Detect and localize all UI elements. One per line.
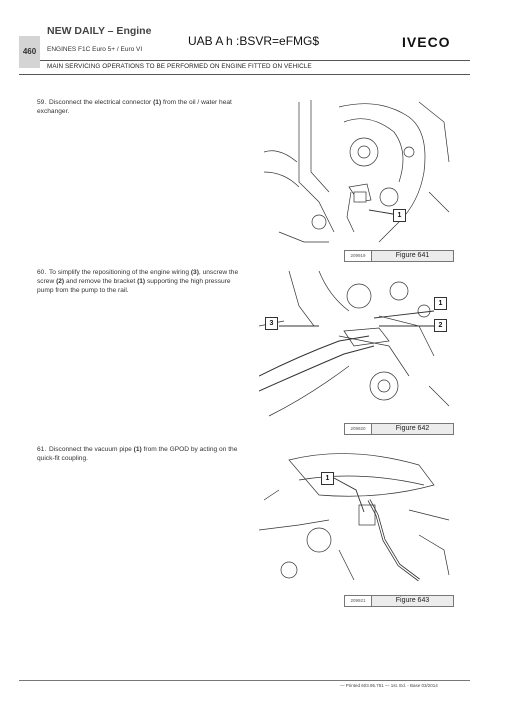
step-text: To simplify the repositioning of the engine wiring	[49, 269, 191, 276]
step-text: and remove the bracket	[64, 278, 138, 285]
footer-text: — Printed 603.95.751 — 1st. Ed. - Base 03/2014	[340, 683, 438, 688]
document-title: NEW DAILY – Engine	[47, 25, 152, 37]
step-ref: (1)	[133, 446, 142, 453]
step-ref: (2)	[56, 278, 65, 285]
callout-1: 1	[393, 209, 406, 222]
figure-642-illustration	[259, 266, 452, 422]
callout-1: 1	[434, 297, 447, 310]
step-61	[37, 445, 247, 463]
figure-label: Figure 643	[395, 597, 430, 604]
section-divider	[19, 74, 470, 75]
figure-caption-642	[344, 423, 454, 435]
step-ref: (1)	[153, 99, 162, 106]
figure-643-illustration	[259, 440, 452, 590]
figure-caption-643	[344, 595, 454, 607]
figure-label: Figure 642	[395, 425, 430, 432]
header-divider	[40, 60, 470, 61]
step-text: Disconnect the vacuum pipe	[49, 446, 134, 453]
step-text: , unscrew the screw	[37, 269, 239, 285]
step-text: from the oil / water heat exchanger.	[37, 99, 232, 115]
figure-code: 209921	[345, 596, 372, 606]
callout-1: 1	[321, 472, 334, 485]
step-text: from the GPOD by acting on the quick-fit coupling.	[37, 446, 238, 462]
step-text: supporting the high pressure pump from the pump to the rail.	[37, 278, 231, 294]
step-number: 60.	[37, 269, 47, 276]
figure-caption-641	[344, 250, 454, 262]
brand-logo: IVECO	[402, 34, 451, 50]
step-number: 61.	[37, 446, 47, 453]
footer-divider	[19, 680, 470, 681]
step-text: Disconnect the electrical connector	[49, 99, 154, 106]
step-number: 59.	[37, 99, 47, 106]
figure-code: 209919	[345, 251, 372, 261]
step-ref: (3)	[190, 269, 199, 276]
callout-2: 2	[434, 319, 447, 332]
figure-code: 209920	[345, 424, 372, 434]
step-60	[37, 268, 247, 295]
step-ref: (1)	[137, 278, 146, 285]
step-59	[37, 98, 247, 116]
document-stamp: UAB A h :BSVR=eFMG$	[188, 34, 320, 48]
section-heading: MAIN SERVICING OPERATIONS TO BE PERFORMED ON ENGINE FITTED ON VEHICLE	[47, 63, 312, 70]
figure-label: Figure 641	[395, 252, 430, 259]
figure-641-illustration	[259, 92, 452, 250]
page-number: 460	[22, 47, 37, 56]
callout-3: 3	[265, 317, 278, 330]
document-subtitle: ENGINES F1C Euro 5+ / Euro VI	[47, 46, 143, 53]
